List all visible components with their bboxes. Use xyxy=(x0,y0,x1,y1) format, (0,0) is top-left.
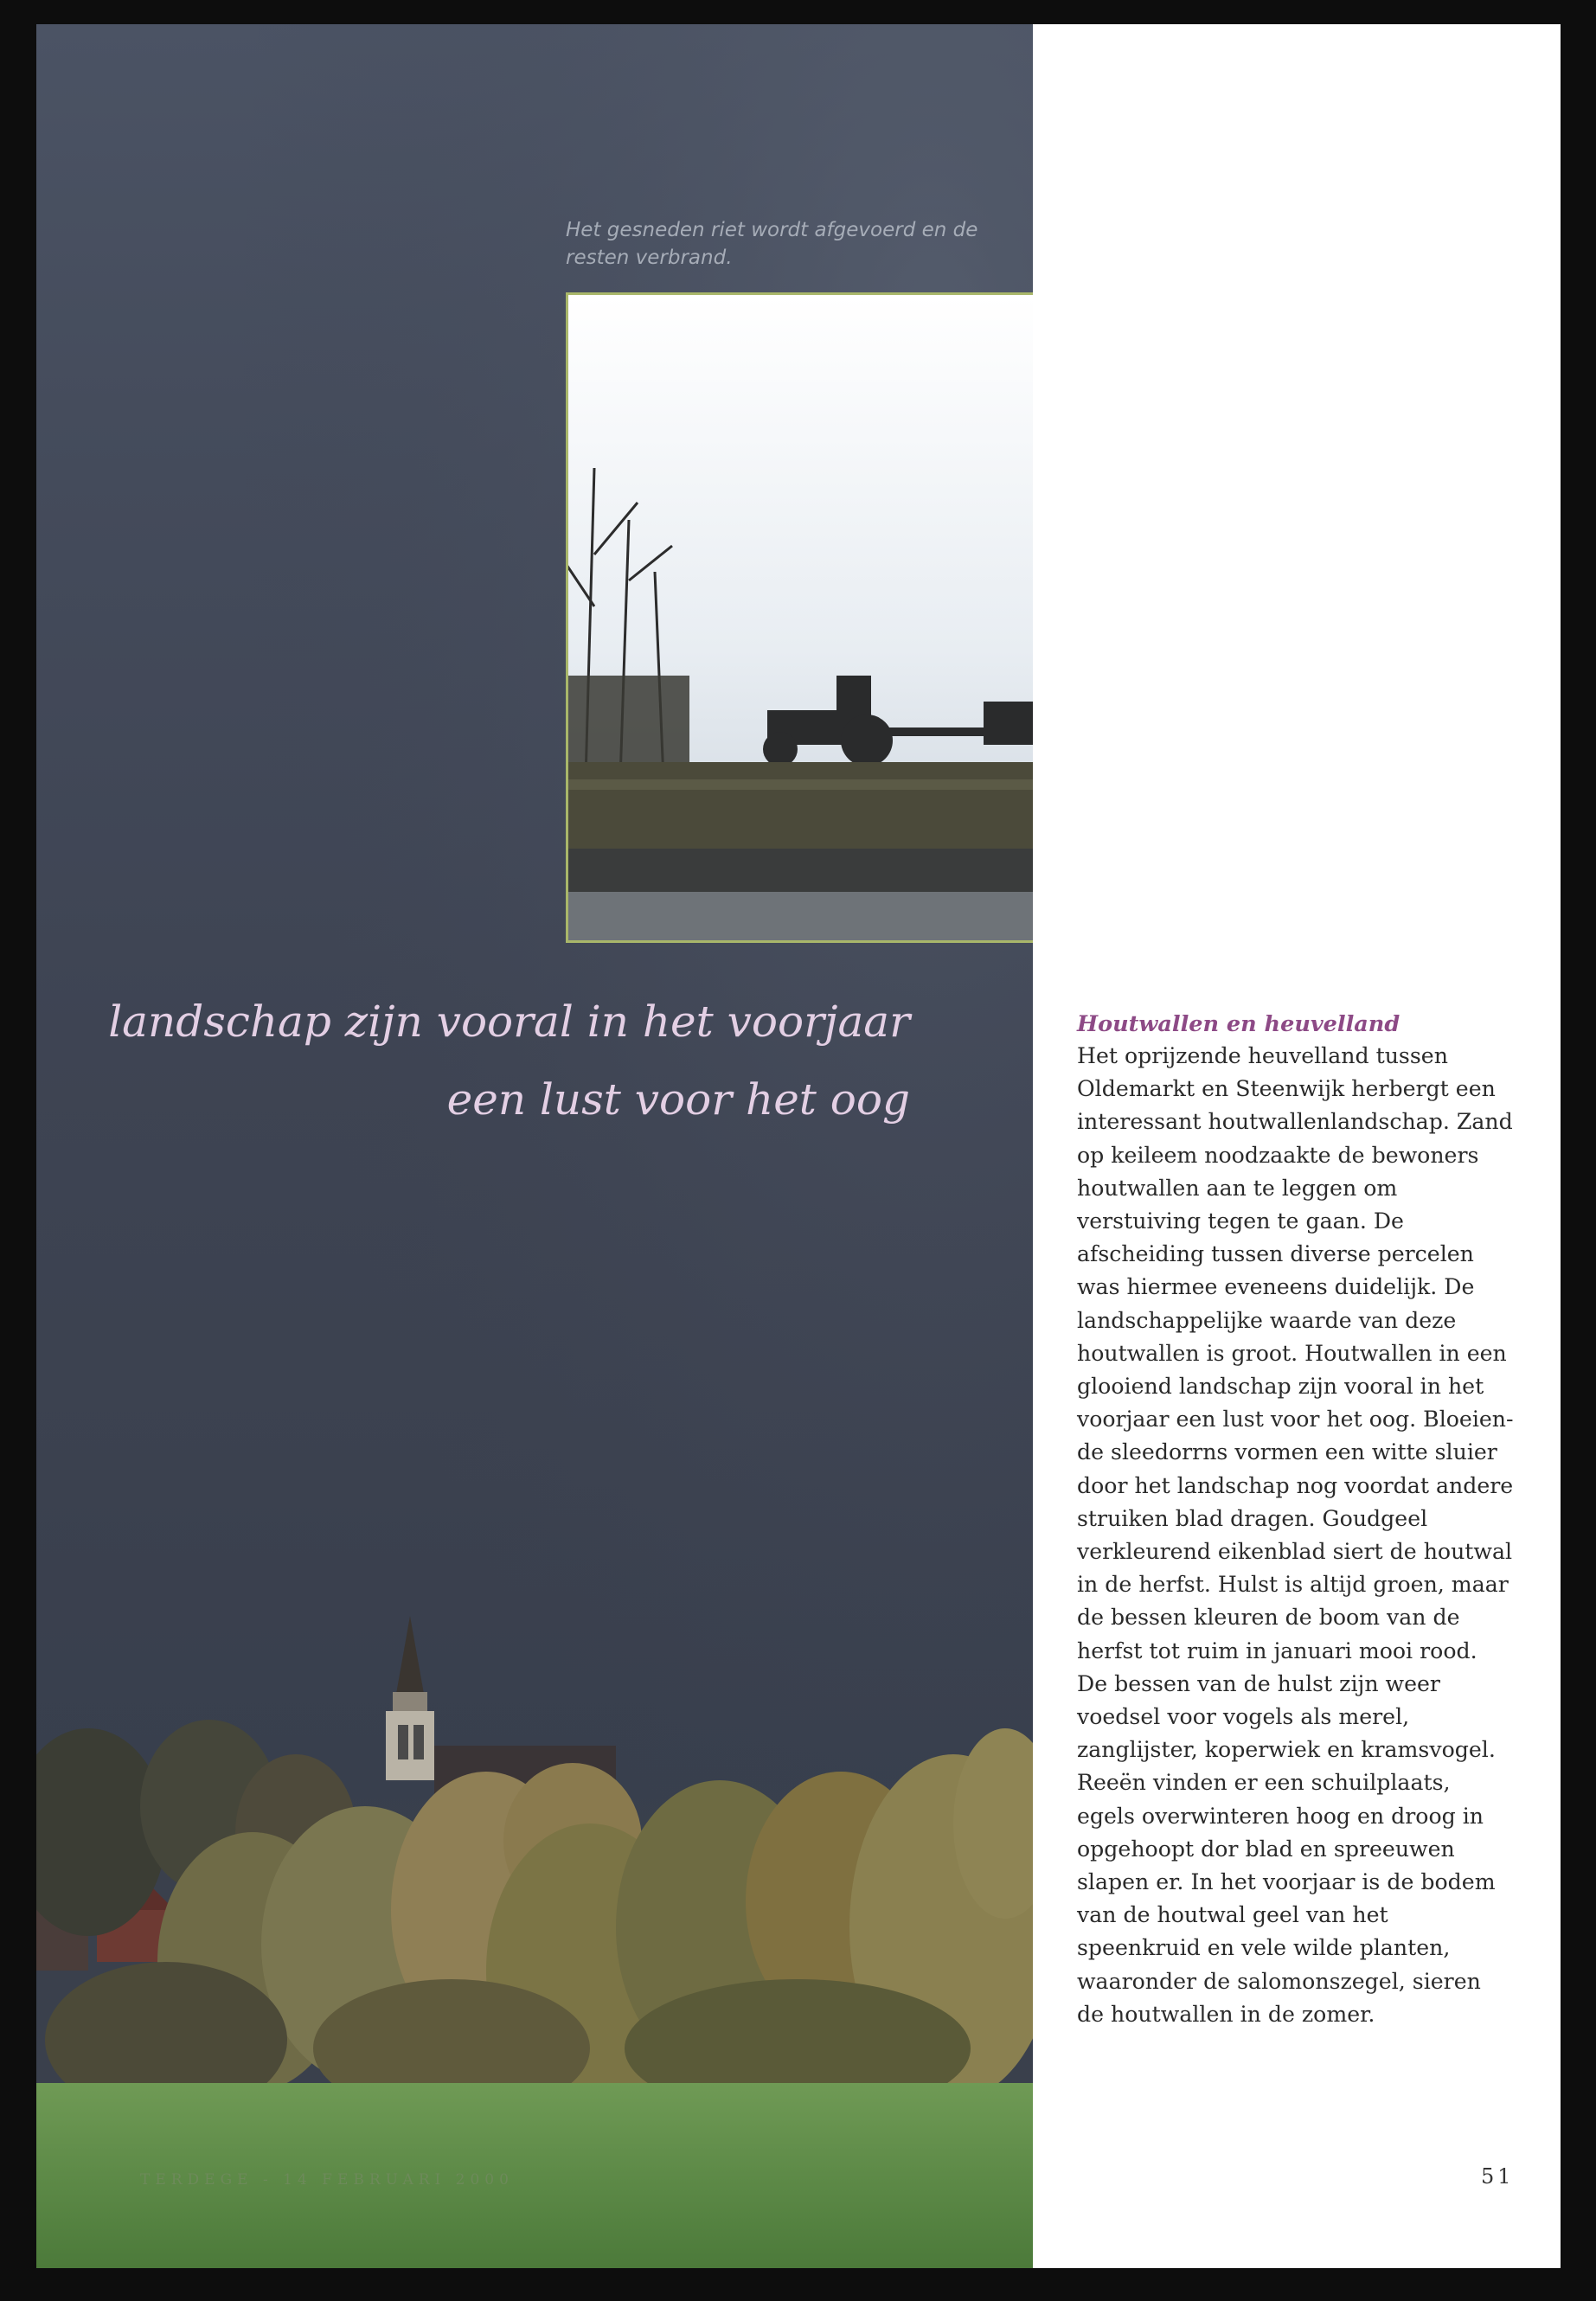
pull-quote xyxy=(36,983,910,1138)
article-heading: Houtwallen en heuvelland xyxy=(1077,1011,1401,1037)
inset-photo-reed-burning xyxy=(566,292,1033,943)
pull-quote-line-1: landschap zijn vooral in het voorjaar xyxy=(108,997,910,1047)
landscape-photo xyxy=(36,24,1033,2268)
publication-footer: TERDEGE - 14 FEBRUARI 2000 xyxy=(140,2171,514,2189)
inset-illustration xyxy=(568,295,1033,940)
page-number: 51 xyxy=(1481,2164,1515,2189)
magazine-page xyxy=(36,24,1561,2268)
article-body: Het oprijzende heuvelland tussen Oldemarkt en Steenwijk herbergt een interessant houtwallenlandschap. Zand op keileem noodzaakte de bewoners houtwallen aan te leggen om verstuiving tegen te gaan. De afscheiding tussen diverse percelen was hiermee eveneens duidelijk. De landschappelijke waarde van deze houtwallen is groot. Houtwallen in een glooiend landschap zijn vooral in het voorjaar een lust voor het oog. Bloeiende sleedorrns vormen een witte sluier door het landschap nog voordat andere struiken blad dragen. Goudgeel verkleurend eikenblad siert de houtwal in de herfst. Hulst is altijd groen, maar de bessen kleuren de boom van de herfst tot ruim in januari mooi rood. De bessen van de hulst zijn weer voedsel voor vogels als merel, zanglijster, koperwiek en kramsvogel. Reeën vinden er een schuilplaats, egels overwinteren hoog en droog in opgehoopt dor blad en spreeuwen slapen er. In het voorjaar is de bodem van de houtwal geel van het speenkruid en vele wilde planten, waaronder de salomonszegel, sieren de houtwallen in de zomer. xyxy=(1077,1043,1514,2027)
photo-caption: Het gesneden riet wordt afgevoerd en de resten verbrand. xyxy=(566,219,978,269)
article-column xyxy=(1077,1009,1514,2031)
pull-quote-line-2: een lust voor het oog xyxy=(446,1074,910,1125)
